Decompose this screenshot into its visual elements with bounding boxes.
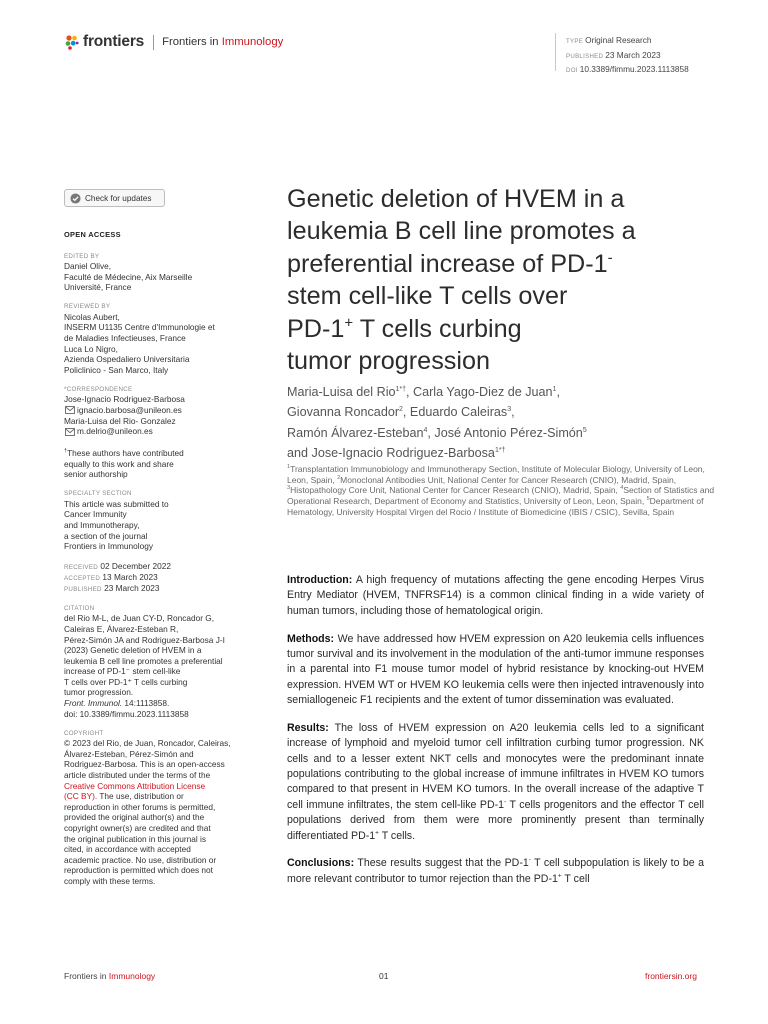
email-link[interactable]: m.delrio@unileon.es	[64, 426, 254, 437]
meta-divider	[555, 33, 556, 71]
affiliation-list: $^1$Transplantation Immunobiology and Immunotherapy Section, Institute of Molecular Biology, University of Leon, Leon, Spain, $^2$Monoclonal Antibodies Unit, National Center for Cancer Research (CNIO), Madrid, Spain, $^3$Histopathology Core Unit, National Center for Cancer Research (CNIO), Madrid, Spain, $^4$Section of Statistics and Operational Research, Department of Economy and Statistics, University of Leon, Leon, Spain, $^5$Department of Hematology, University Hospital Virgen del Rocio / Institute of Biomedicine (IBIS / CSIC), Sevilla, Spain	[287, 464, 715, 517]
abstract-methods: Methods: We have addressed how HVEM expression on A20 leukemia cells influences tumor survival and its involvement in the modulation of the anti-tumor immune responses in a parental into F1 mouse tumor model of hybrid resistance by knocking-out HVEM expression. HVEM WT or HVEM KO leukemia cells were then injected intravenously into semiallogeneic F1 recipients and the extent of tumor dissemination was evaluated.	[287, 632, 704, 707]
abstract-results: Results: The loss of HVEM expression on A20 leukemia cells led to a significant increase of lymphoid and myeloid tumor cell infiltration curbing tumor progression. NK cells and to a lesser extent NKT cells and monocytes were the predominant innate populations contributing to the global increase of immune infiltrates in HVEM KO tumors compared to that present in HVEM KO tumors. In the overall increase of the adaptive T cell immune infiltrates, the stem cell-like PD-1- T cells progenitors and the effector T cell populations derived from them were more prominently present than terminally differentiated PD-1+ T cells.	[287, 721, 704, 842]
header-divider	[153, 35, 154, 50]
reviewed-by-section: REVIEWED BY Nicolas Aubert, INSERM U1135 Centre d'Immunologie et de Maladies Infectieuses, France Luca Lo Nigro, Azienda Ospedaliero Universitaria Policlinico - San Marco, Italy	[64, 303, 215, 375]
journal-header	[64, 33, 283, 51]
author-name[interactable]: Giovanna Roncador	[287, 405, 400, 420]
footer-site-link[interactable]: frontiersin.org	[645, 971, 697, 981]
author-list: Maria-Luisa del Rio$^{1*\dagger}$, Carla Yago-Diez de Juan$^1$, Giovanna Roncador$^2$, Eduardo Caleiras$^3$, Ramón Álvarez-Esteban$^4$, José Antonio Pérez-Simón$^5$ and Jose-Ignacio Rodriguez-Barbosa$^{1*\dagger}$	[287, 385, 587, 461]
email-link[interactable]: ignacio.barbosa@unileon.es	[64, 405, 254, 416]
footer-journal[interactable]: Frontiers in Immunology	[64, 971, 156, 981]
mail-icon	[65, 406, 75, 414]
check-updates-button[interactable]: Check for updates	[64, 189, 165, 207]
abstract-conclusions: Conclusions: These results suggest that the PD-1- T cell subpopulation is likely to be a more relevant contributor to tumor rejection than the PD-1+ T cell	[287, 856, 704, 885]
specialty-section: SPECIALTY SECTION This article was submitted to Cancer Immunity and Immunotherapy, a section of the journal Frontiers in Immunology	[64, 490, 169, 552]
brand-name[interactable]: frontiers	[83, 33, 145, 50]
license-link[interactable]: (CC BY).	[64, 791, 98, 802]
author-name[interactable]: Ramón Álvarez-Esteban	[287, 425, 424, 440]
open-access-label: OPEN ACCESS	[64, 230, 121, 239]
meta-doi: DOI 10.3389/fimmu.2023.1113858	[566, 64, 689, 75]
meta-type: TYPE Original Research	[566, 35, 652, 45]
author-name[interactable]: José Antonio Pérez-Simón	[434, 425, 583, 440]
mail-icon	[65, 428, 75, 436]
citation-section: CITATION del Rio M-L, de Juan CY-D, Roncador G, Caleiras E, Álvarez-Esteban R, Pérez-Simón JA and Rodriguez-Barbosa J-I (2023) Genetic deletion of HVEM in a leukemia B cell line promotes a preferential increase of PD-1⁻ stem cell-like T cells over PD-1⁺ T cells curbing tumor progression. Front. Immunol. 14:1113858. doi: 10.3389/fimmu.2023.1113858	[64, 604, 254, 719]
license-link[interactable]: Creative Commons Attribution License	[64, 780, 206, 791]
journal-title[interactable]: Frontiers in Immunology	[162, 36, 284, 48]
abstract-introduction: Introduction: A high frequency of mutations affecting the gene encoding Herpes Virus Entry Mediator (HVEM, TNFRSF14) is a common clinical finding in a wide variety of human tumors, including those of hematological origin.	[287, 574, 704, 617]
copyright-section: COPYRIGHT © 2023 del Rio, de Juan, Roncador, Caleiras, Álvarez-Esteban, Pérez-Simón and Rodriguez-Barbosa. This is an open-access article distributed under the terms of the Creative Commons Attribution License (CC BY). The use, distribution or reproduction in other forums is permitted, provided the original author(s) and the copyright owner(s) are credited and that the original publication in this journal is cited, in accordance with accepted academic practice. No use, distribution or reproduction is permitted which does not comply with these terms.	[64, 729, 254, 887]
article-title: Genetic deletion of HVEM in a leukemia B cell line promotes a preferential increase of PD-1- stem cell-like T cells over PD-1+ T cells curbing tumor progression	[287, 185, 636, 376]
correspondence-section: *CORRESPONDENCE Jose-Ignacio Rodriguez-Barbosa ignacio.barbosa@unileon.es Maria-Luisa del Rio- Gonzalez m.delrio@unileon.es	[64, 385, 254, 437]
article-sidebar	[64, 230, 254, 896]
author-name[interactable]: Eduardo Caleiras	[409, 405, 508, 420]
meta-published: PUBLISHED 23 March 2023	[566, 49, 661, 60]
author-name[interactable]: Maria-Luisa del Rio	[287, 385, 396, 399]
dates-section: RECEIVED 02 December 2022 ACCEPTED 13 March 2023 PUBLISHED 23 March 2023	[64, 561, 171, 594]
frontiers-logo-icon	[64, 34, 80, 50]
article-meta	[566, 34, 689, 78]
edited-by-section: EDITED BY Daniel Olive, Faculté de Médecine, Aix Marseille Université, France	[64, 252, 193, 293]
equal-contribution-note: †These authors have contributed equally to this work and share senior authorship	[64, 448, 184, 480]
author-name[interactable]: Carla Yago-Diez de Juan	[413, 385, 553, 399]
abstract	[287, 573, 704, 900]
page-number: 01	[379, 971, 389, 981]
author-name[interactable]: Jose-Ignacio Rodriguez-Barbosa	[311, 446, 495, 461]
check-updates-icon	[70, 193, 81, 204]
citation-doi[interactable]: doi: 10.3389/fimmu.2023.1113858	[64, 708, 189, 719]
